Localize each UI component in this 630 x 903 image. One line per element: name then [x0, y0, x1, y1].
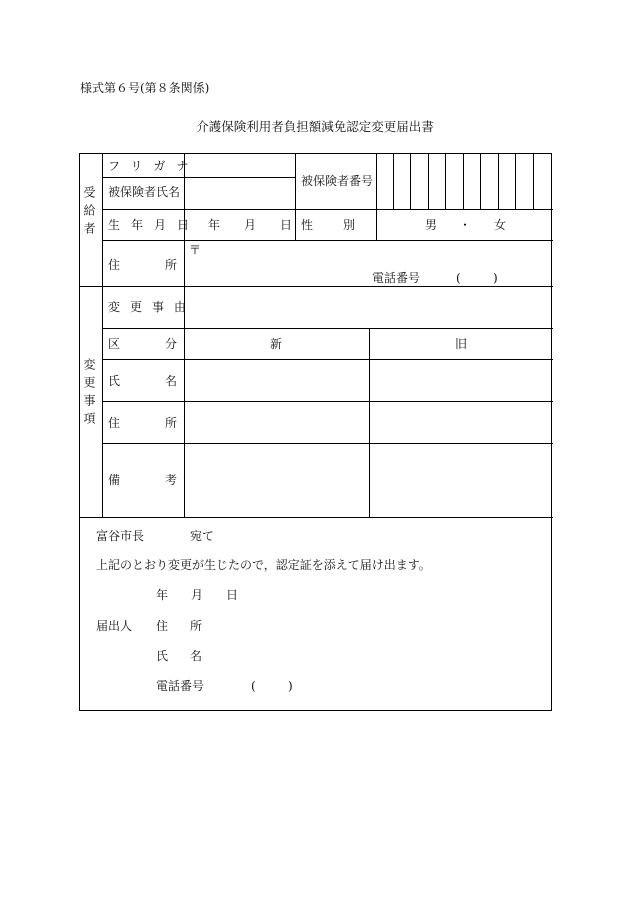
birthdate-label: 生年月日 [108, 218, 201, 232]
digit-box-divider [428, 154, 429, 209]
category-label: 区 分 [108, 337, 185, 351]
addressee: 富谷市長 [96, 529, 145, 543]
change-name-label: 氏 名 [108, 374, 185, 388]
digit-box-divider [463, 154, 464, 209]
insured-number-label: 被保険者番号 [301, 174, 374, 188]
furigana-label: フリガナ [108, 159, 200, 173]
addressee-suffix: 宛て [190, 529, 215, 543]
section-divider [80, 286, 553, 287]
furigana-value-divider [295, 154, 296, 209]
declaration-year-label: 年 [156, 588, 169, 602]
new-old-divider [369, 328, 370, 517]
birth-year-label: 年 [208, 218, 221, 232]
recipient-phone-paren-open: ( [456, 271, 461, 285]
digit-box-divider [515, 154, 516, 209]
old-column-label: 旧 [455, 337, 468, 351]
row-divider [102, 240, 553, 241]
gender-separator: ・ [459, 218, 472, 232]
form-number: 様式第６号(第８条関係) [80, 81, 210, 95]
gender-female: 女 [494, 218, 507, 232]
insured-label-divider [376, 154, 377, 209]
insured-name-label: 被保険者氏名 [108, 185, 181, 199]
form-title: 介護保険利用者負担額減免認定変更届出書 [196, 119, 434, 134]
birthdate-value-divider [295, 209, 296, 240]
gender-label-divider [376, 209, 377, 240]
new-column-label: 新 [270, 337, 283, 351]
recipient-section-label: 受給者 [82, 186, 96, 240]
recipient-phone-label: 電話番号 [372, 271, 421, 285]
declaration-day-label: 日 [226, 588, 239, 602]
row-divider [102, 209, 553, 210]
digit-box-divider [410, 154, 411, 209]
remarks-label: 備 考 [108, 473, 185, 487]
change-reason-label: 変更事由 [108, 300, 197, 314]
declaration-statement: 上記のとおり変更が生じたので，認定証を添えて届け出ます。 [96, 558, 431, 572]
applicant-address-label: 住 所 [156, 619, 208, 633]
digit-box-divider [393, 154, 394, 209]
table-bottom-divider [80, 517, 553, 518]
row-divider [102, 443, 553, 444]
birth-day-label: 日 [280, 218, 293, 232]
declaration-month-label: 月 [191, 588, 204, 602]
applicant-name-label: 氏 名 [156, 649, 208, 663]
row-divider [102, 328, 553, 329]
change-address-label: 住 所 [108, 416, 185, 430]
row-divider [102, 359, 553, 360]
digit-box-divider [480, 154, 481, 209]
birth-month-label: 月 [244, 218, 257, 232]
recipient-address-label: 住 所 [108, 258, 185, 272]
applicant-label: 届出人 [96, 619, 133, 633]
gender-label: 性 別 [301, 218, 358, 232]
postal-mark: 〒 [189, 243, 202, 257]
applicant-phone-label: 電話番号 [156, 679, 205, 693]
form-table [79, 153, 552, 711]
gender-male: 男 [425, 218, 438, 232]
digit-box-divider [445, 154, 446, 209]
row-divider [102, 401, 553, 402]
digit-box-divider [498, 154, 499, 209]
applicant-phone-paren-open: ( [251, 679, 256, 693]
change-section-label: 変更事項 [82, 358, 96, 430]
recipient-phone-paren-close: ) [493, 271, 498, 285]
applicant-phone-paren-close: ) [288, 679, 293, 693]
row-divider [102, 177, 295, 178]
digit-box-divider [533, 154, 534, 209]
